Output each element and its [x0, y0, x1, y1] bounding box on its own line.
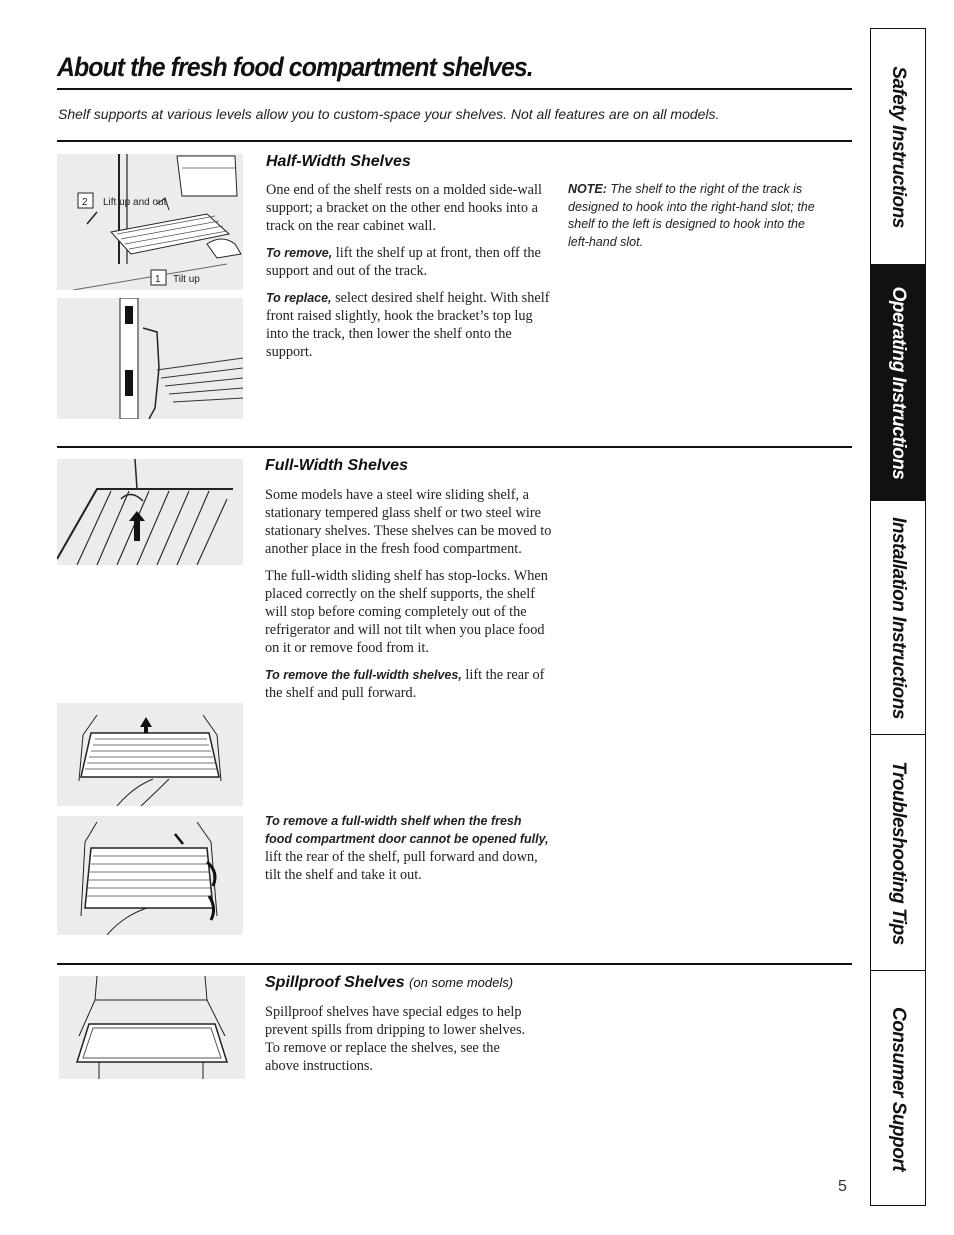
full-width-shelf-figure — [57, 459, 243, 565]
spillproof-body: Spillproof shelves have special edges to help prevent spills from dripping to lower shelves. To remove or replace the shelves, see the above instructions. — [265, 1004, 526, 1074]
half-width-replace-instruction: To replace, select desired shelf height. With shelf front raised slightly, hook the bracket’s top lug into the track, then lower the shelf onto the support. — [266, 290, 550, 360]
full-width-stop-locks: The full-width sliding shelf has stop-locks. When placed correctly on the shelf supports, the shelf will stop before coming completely out of the refrigerator and will not tilt when you place food on it or remove food from it. — [265, 568, 548, 656]
tab-safety-instructions[interactable]: Safety Instructions — [871, 29, 925, 265]
svg-text:Tilt up: Tilt up — [173, 274, 200, 285]
intro-text: Shelf supports at various levels allow you to custom-space your shelves. Not all features are on all models. — [58, 106, 720, 122]
step-2-label — [78, 193, 167, 208]
full-width-tilt-figure — [57, 816, 243, 935]
tab-troubleshooting-tips[interactable]: Troubleshooting Tips — [871, 735, 925, 971]
full-width-heading: Full-Width Shelves — [265, 457, 408, 474]
half-width-description: One end of the shelf rests on a molded side-wall support; a bracket on the other end hooks into a track on the rear cabinet wall. — [266, 182, 542, 234]
tab-operating-instructions[interactable]: Operating Instructions — [871, 265, 925, 501]
tab-consumer-support[interactable]: Consumer Support — [888, 1006, 909, 1172]
section-tabs — [870, 28, 926, 1206]
full-width-remove-figure — [57, 703, 243, 806]
spillproof-shelf-figure — [59, 976, 245, 1079]
half-width-bracket-figure — [57, 298, 243, 419]
spillproof-heading: Spillproof Shelves (on some models) — [265, 974, 514, 991]
title-rule — [57, 88, 852, 90]
page-number: 5 — [838, 1178, 847, 1195]
half-width-note: NOTE: The shelf to the right of the track is designed to hook into the right-hand slot; the shelf to the left is designed to hook into the left-hand slot. — [568, 182, 815, 249]
svg-text:2: 2 — [82, 197, 88, 208]
svg-text:Lift up and out: Lift up and out — [103, 197, 167, 208]
half-width-removal-figure — [57, 154, 243, 290]
full-width-remove-partial-door: To remove a full-width shelf when the fresh food compartment door cannot be opened fully, lift the rear of the shelf, pull forward and down, tilt the shelf and take it out. — [265, 814, 549, 883]
full-width-body — [265, 486, 555, 702]
half-width-body — [266, 181, 551, 361]
page-title: About the fresh food compartment shelves. — [57, 52, 533, 82]
section-divider — [57, 140, 852, 142]
half-width-remove-instruction: To remove, lift the shelf up at front, then off the support and out of the track. — [266, 245, 541, 279]
section-divider — [57, 446, 852, 448]
svg-text:1: 1 — [155, 274, 161, 285]
half-width-heading: Half-Width Shelves — [266, 153, 411, 170]
tab-installation-instructions[interactable]: Installation Instructions — [871, 501, 925, 735]
section-divider — [57, 963, 852, 965]
full-width-description: Some models have a steel wire sliding shelf, a stationary tempered glass shelf or two steel wire stationary shelves. These shelves can be moved to another place in the fresh food compartment. — [265, 487, 552, 557]
full-width-remove-instruction: To remove the full-width shelves, lift the rear of the shelf and pull forward. — [265, 667, 545, 701]
